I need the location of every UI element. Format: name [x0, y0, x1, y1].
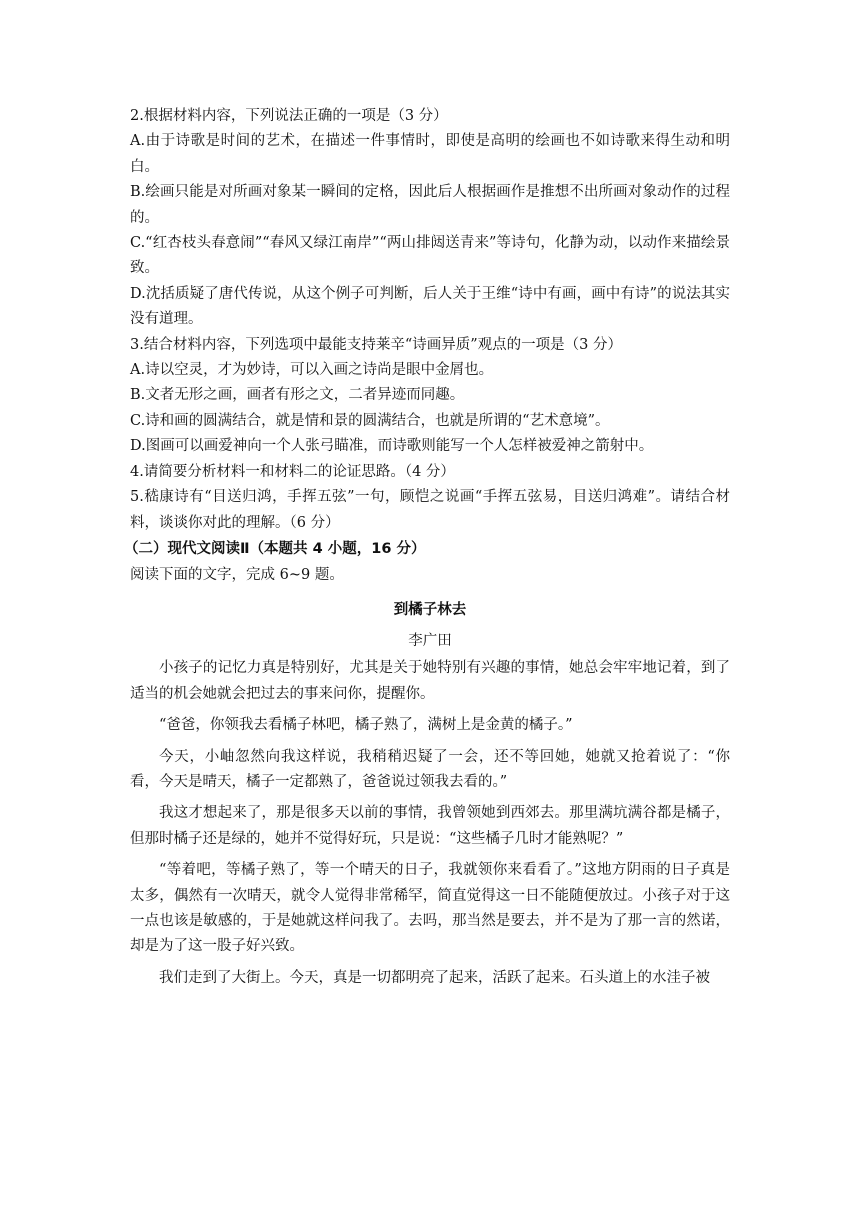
article-paragraph: 今天，小岫忽然向我这样说，我稍稍迟疑了一会，还不等回她，她就又抢着说了：“你看，今天是晴天，橘子一定都熟了，爸爸说过领我去看的。” — [130, 748, 730, 790]
question-2-option-c: C.“红杏枝头春意闹”“春风又绿江南岸”“两山排闼送青来”等诗句，化静为动，以动作来描绘景致。 — [130, 235, 730, 277]
section-heading: （二）现代文阅读Ⅱ（本题共 4 小题，16 分） — [124, 540, 426, 557]
article-paragraph: 我们走到了大街上。今天，真是一切都明亮了起来，活跃了起来。石头道上的水洼子被 — [159, 969, 710, 986]
question-3-stem: 3.结合材料内容，下列选项中最能支持莱辛“诗画异质”观点的一项是（3 分） — [130, 336, 622, 353]
question-4-stem: 4.请简要分析材料一和材料二的论证思路。（4 分） — [130, 463, 455, 480]
page-content — [124, 104, 730, 991]
article-paragraph: “等着吧，等橘子熟了，等一个晴天的日子，我就领你来看看了。”这地方阴雨的日子真是太多，偶然有一次晴天，就令人觉得非常稀罕，简直觉得这一日不能随便放过。小孩子对于这一点也该是敏感的，于是她就这样问我了。去吗，那当然是要去，并不是为了那一言的然诺，却是为了这一股子好兴致。 — [130, 862, 730, 955]
article-title: 到橘子林去 — [393, 602, 467, 619]
question-2-option-b: B.绘画只能是对所画对象某一瞬间的定格，因此后人根据画作是推想不出所画对象动作的过程的。 — [130, 184, 730, 226]
section-instruction: 阅读下面的文字，完成 6~9 题。 — [130, 566, 344, 583]
article-paragraph: “爸爸，你领我去看橘子林吧，橘子熟了，满树上是金黄的橘子。” — [159, 717, 573, 734]
question-2-option-d: D.沈括质疑了唐代传说，从这个例子可判断，后人关于王维“诗中有画，画中有诗”的说法其实没有道理。 — [130, 285, 730, 328]
question-3-option-a: A.诗以空灵，才为妙诗，可以入画之诗尚是眼中金屑也。 — [130, 362, 494, 379]
article-author: 李广田 — [408, 633, 452, 650]
question-3-option-b: B.文者无形之画，画者有形之文，二者异迹而同趣。 — [130, 387, 465, 404]
question-3-option-c: C.诗和画的圆满结合，就是情和景的圆满结合，也就是所谓的“艺术意境”。 — [130, 412, 610, 429]
question-5-stem: 5.嵇康诗有“目送归鸿，手挥五弦”一句，顾恺之说画“手挥五弦易，目送归鸿难”。请结合材料，谈谈你对此的理解。（6 分） — [130, 489, 730, 531]
article-paragraph: 我这才想起来了，那是很多天以前的事情，我曾领她到西郊去。那里满坑满谷都是橘子，但那时橘子还是绿的，她并不觉得好玩，只是说：“这些橘子几时才能熟呢？” — [130, 805, 730, 847]
question-2-option-a: A.由于诗歌是时间的艺术，在描述一件事情时，即使是高明的绘画也不如诗歌来得生动和明白。 — [130, 133, 730, 175]
article-paragraph: 小孩子的记忆力真是特别好，尤其是关于她特别有兴趣的事情，她总会牢牢地记着，到了适当的机会她就会把过去的事来问你，提醒你。 — [130, 660, 730, 702]
question-3-option-d: D.图画可以画爱神向一个人张弓瞄准，而诗歌则能写一个人怎样被爱神之箭射中。 — [130, 438, 654, 455]
question-2-stem: 2.根据材料内容，下列说法正确的一项是（3 分） — [130, 108, 448, 124]
